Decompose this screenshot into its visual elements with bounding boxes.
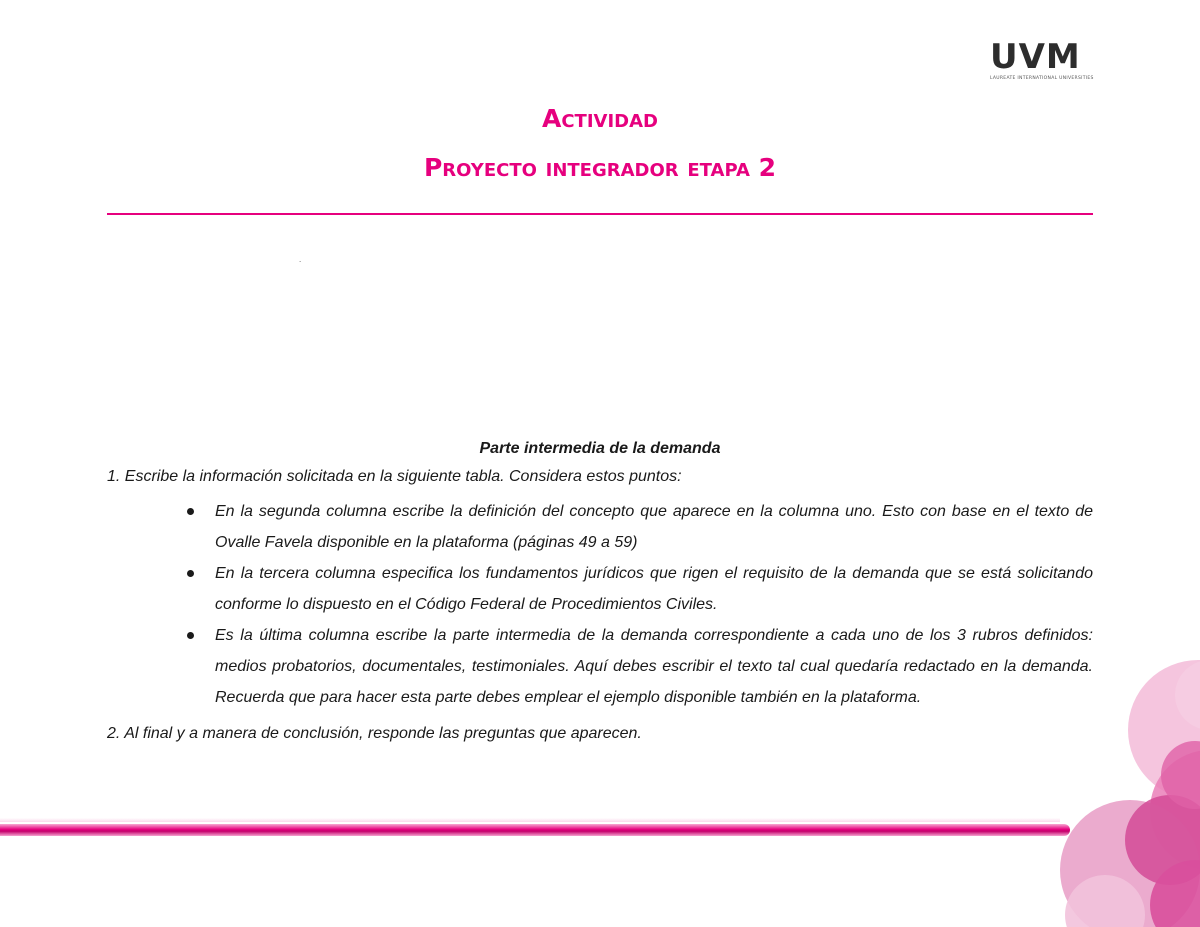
instruction-list: [107, 496, 1093, 713]
footer-band: [0, 824, 1070, 836]
uvm-logo: [990, 37, 1094, 88]
bullet-icon: [187, 632, 194, 639]
list-item: [215, 496, 1093, 558]
header-divider: [107, 213, 1093, 215]
instruction-1: 1. Escribe la información solicitada en la siguiente tabla. Considera estos puntos:: [107, 468, 682, 485]
bullet-icon: [187, 570, 194, 577]
logo-text: UVM: [990, 37, 1081, 77]
page-subtitle: Proyecto integrador etapa 2: [423, 153, 777, 182]
list-item-text: Es la última columna escribe la parte intermedia de la demanda correspondiente a cada uno de los 3 rubros definidos: medios probatorios, documentales, testimoniales. Aquí debes escribir el texto tal cual quedaría redactado en la demanda. Recuerda que para hacer esta parte debes emplear el ejemplo disponible también en la plataforma.: [215, 627, 1093, 706]
list-item-text: En la tercera columna especifica los fundamentos jurídicos que rigen el requisito de la demanda que se está solicitando conforme lo dispuesto en el Código Federal de Procedimientos Civiles.: [215, 565, 1093, 613]
section-heading: Parte intermedia de la demanda: [479, 440, 721, 457]
list-item: [215, 620, 1093, 713]
page-title: Actividad: [542, 104, 658, 133]
bullet-icon: [187, 508, 194, 515]
stray-dot: .: [299, 255, 302, 264]
logo-subtext: LAUREATE INTERNATIONAL UNIVERSITIES: [990, 76, 1094, 81]
document-body: [107, 436, 1093, 747]
footer-band-shadow: [0, 818, 1060, 822]
decorative-circles: [1020, 640, 1200, 927]
list-item-text: En la segunda columna escribe la definición del concepto que aparece en la columna uno. Esto con base en el texto de Ovalle Favela disponible en la plataforma (páginas 49 a 59): [215, 503, 1093, 551]
list-item: [215, 558, 1093, 620]
instruction-2: 2. Al final y a manera de conclusión, responde las preguntas que aparecen.: [107, 725, 642, 742]
